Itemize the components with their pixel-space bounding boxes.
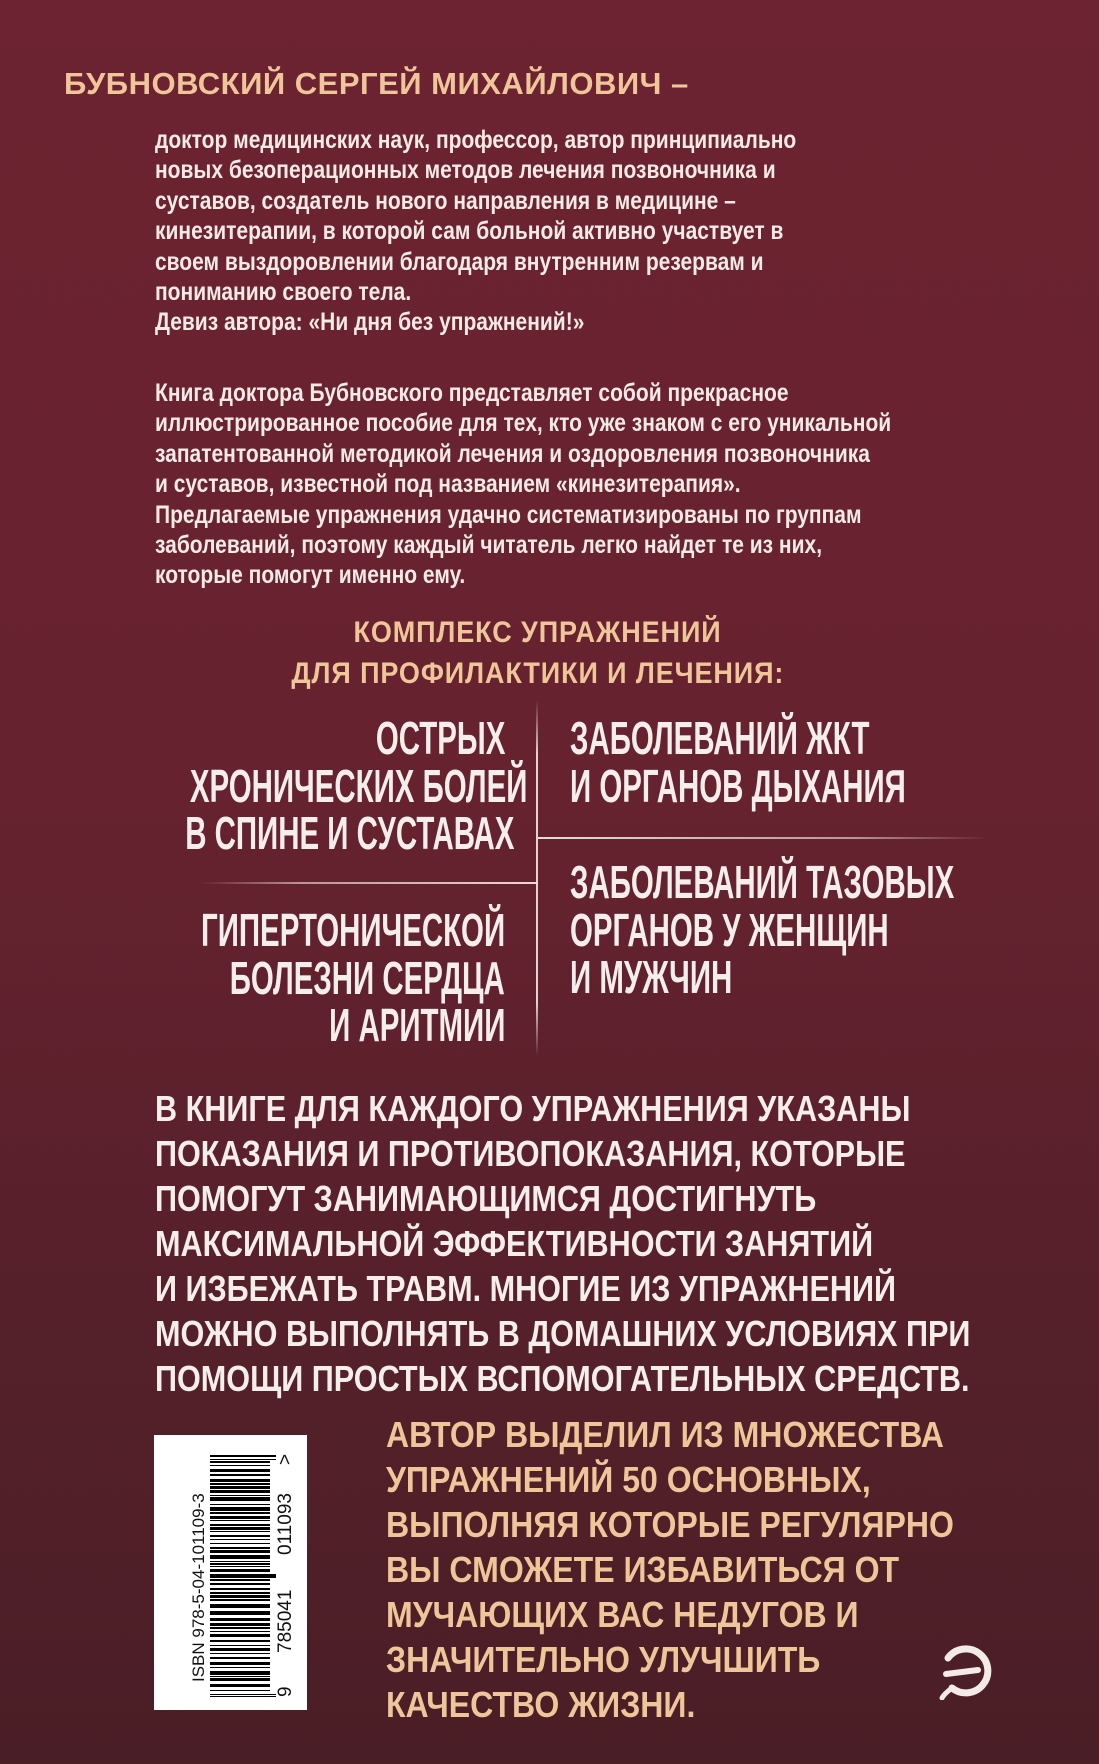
- heading-line-text: ДЛЯ ПРОФИЛАКТИКИ И ЛЕЧЕНИЯ:: [291, 657, 784, 690]
- barcode-bar: [210, 1495, 270, 1496]
- barcode-bar: [210, 1474, 270, 1476]
- barcode-bar: [210, 1550, 270, 1553]
- bio-line: [155, 125, 918, 155]
- main-text-line-text: И ИЗБЕЖАТЬ ТРАВМ. МНОГИЕ ИЗ УПРАЖНЕНИЙ: [155, 1268, 897, 1309]
- barcode-bar: [210, 1595, 270, 1598]
- barcode-bar: [210, 1465, 270, 1466]
- main-text: [155, 1086, 1099, 1401]
- highlight-line-text: АВТОР ВЫДЕЛИЛ ИЗ МНОЖЕСТВА: [386, 1414, 944, 1455]
- heading-line: [0, 612, 1075, 653]
- category-line: [570, 759, 1095, 812]
- description-line: [155, 500, 1031, 530]
- description-line: [155, 469, 1031, 499]
- barcode-bar: [210, 1535, 270, 1537]
- barcode-bar: [210, 1676, 270, 1677]
- barcode-bar: [210, 1547, 270, 1549]
- category-line-text: И АРИТМИИ: [328, 999, 505, 1051]
- description-line: [155, 530, 1031, 560]
- author-heading: БУБНОВСКИЙ СЕРГЕЙ МИХАЙЛОВИЧ –: [64, 66, 689, 101]
- book-description: [155, 378, 1031, 591]
- highlight-text: [386, 1412, 1024, 1727]
- barcode-bar: [210, 1657, 270, 1659]
- main-text-line-text: ПОМОЩИ ПРОСТЫХ ВСПОМОГАТЕЛЬНЫХ СРЕДСТВ.: [155, 1358, 970, 1399]
- horizontal-divider-left: [200, 882, 538, 884]
- eksmo-logo-icon: [938, 1640, 994, 1700]
- category-line-text: ХРОНИЧЕСКИХ БОЛЕЙ: [189, 759, 528, 812]
- barcode-bar: [210, 1653, 270, 1654]
- barcode-bar: [210, 1678, 270, 1681]
- barcode-bar: [210, 1569, 270, 1572]
- category-line-text: ЗАБОЛЕВАНИЙ ЖКТ: [570, 712, 870, 764]
- barcode-bar: [210, 1645, 270, 1646]
- barcode-bar: [210, 1497, 270, 1501]
- bio-line: [155, 155, 918, 185]
- barcode-bar: [210, 1483, 270, 1485]
- category-line-text: БОЛЕЗНИ СЕРДЦА: [229, 951, 505, 1004]
- description-line-text: заболеваний, поэтому каждый читатель легко найдет те из них,: [155, 531, 823, 560]
- highlight-line: [386, 1682, 1024, 1727]
- category-line: [570, 951, 1099, 1003]
- highlight-line: [386, 1592, 1024, 1637]
- barcode-digit-9: 9: [275, 1686, 296, 1697]
- barcode-bar: [210, 1634, 270, 1637]
- bio-line-text: доктор медицинских наук, профессор, автор принципиально: [155, 126, 797, 154]
- barcode-bar: [210, 1486, 270, 1489]
- barcode-bar: [210, 1455, 276, 1457]
- category-line: [0, 759, 528, 812]
- description-line-text: Книга доктора Бубновского представляет собой прекрасное: [155, 379, 789, 407]
- isbn-text: ISBN 978-5-04-101109-3: [189, 1493, 208, 1682]
- barcode-bar: [210, 1531, 270, 1532]
- barcode-bar: [210, 1667, 270, 1668]
- highlight-line-text: УПРАЖНЕНИЙ 50 ОСНОВНЫХ,: [386, 1459, 871, 1500]
- highlight-line-text: ВЫПОЛНЯЯ КОТОРЫЕ РЕГУЛЯРНО: [386, 1504, 954, 1545]
- barcode-bar: [210, 1588, 270, 1590]
- category-back-joint-pain: [0, 712, 528, 859]
- barcode-bar: [210, 1627, 270, 1629]
- highlight-line-text: КАЧЕСТВО ЖИЗНИ.: [386, 1684, 696, 1725]
- bio-line-text: новых безоперационных методов лечения позвоночника и: [155, 156, 776, 185]
- main-text-line: [155, 1356, 1099, 1401]
- barcode-bar: [210, 1623, 270, 1626]
- bio-line-text: пониманию своего тела.: [155, 278, 412, 307]
- highlight-line: [386, 1457, 1024, 1502]
- barcode-bar: [210, 1516, 270, 1519]
- barcode-bar: [210, 1592, 270, 1594]
- barcode-bar: [210, 1694, 276, 1695]
- barcode-bars: [210, 1455, 276, 1697]
- barcode-bar: [210, 1566, 270, 1567]
- heading-line: [0, 653, 1075, 694]
- barcode-bar: [210, 1504, 270, 1505]
- barcode-bar: [210, 1563, 270, 1565]
- isbn-barcode: [154, 1435, 307, 1710]
- main-text-line: [155, 1221, 1099, 1266]
- bio-line: [155, 186, 918, 216]
- barcode-bar: [210, 1662, 270, 1665]
- bio-line: [155, 307, 918, 337]
- barcode-bar: [210, 1490, 270, 1493]
- description-line-text: запатентованной методикой лечения и оздоровления позвоночника: [155, 439, 870, 468]
- description-line-text: Предлагаемые упражнения удачно систематизированы по группам: [155, 500, 862, 529]
- horizontal-divider-right: [538, 837, 988, 839]
- highlight-line-text: ЗНАЧИТЕЛЬНО УЛУЧШИТЬ: [386, 1639, 821, 1680]
- barcode-digits-group1: 785041: [275, 1589, 296, 1653]
- description-line-text: которые помогут именно ему.: [155, 561, 466, 590]
- main-text-line-text: МАКСИМАЛЬНОЙ ЭФФЕКТИВНОСТИ ЗАНЯТИЙ: [155, 1223, 874, 1264]
- main-text-line: [155, 1131, 1099, 1176]
- category-pelvic-organs: [570, 856, 1099, 1003]
- highlight-line: [386, 1637, 1024, 1682]
- bio-line-text: Девиз автора: «Ни дня без упражнений!»: [155, 308, 585, 337]
- main-text-line: [155, 1176, 1099, 1221]
- heading-line-text: КОМПЛЕКС УПРАЖНЕНИЙ: [353, 616, 722, 649]
- barcode-bar: [210, 1579, 270, 1581]
- barcode-digits-group2: 011093: [275, 1493, 296, 1555]
- description-line: [155, 408, 1031, 438]
- barcode-bar: [210, 1524, 270, 1526]
- barcode-bar: [210, 1690, 270, 1691]
- barcode-bar: [210, 1611, 270, 1615]
- category-line-text: В СПИНЕ И СУСТАВАХ: [185, 807, 515, 859]
- barcode-bar: [210, 1555, 270, 1559]
- main-text-line-text: МОЖНО ВЫПОЛНЯТЬ В ДОМАШНИХ УСЛОВИЯХ ПРИ: [155, 1313, 971, 1354]
- category-line: [0, 807, 515, 859]
- category-line-text: ОСТРЫХ: [375, 712, 505, 764]
- barcode-bar: [210, 1459, 276, 1460]
- barcode-bar: [210, 1684, 270, 1687]
- main-text-line: [155, 1086, 1099, 1131]
- description-line: [155, 378, 1031, 408]
- bio-line-text: суставов, создатель нового направления в медицине –: [155, 186, 736, 215]
- category-line: [0, 951, 505, 1004]
- main-text-line-text: ПОКАЗАНИЯ И ПРОТИВОПОКАЗАНИЯ, КОТОРЫЕ: [155, 1133, 906, 1174]
- barcode-bar: [210, 1604, 270, 1608]
- category-line-text: ЗАБОЛЕВАНИЙ ТАЗОВЫХ: [570, 856, 955, 908]
- description-line: [155, 560, 1031, 590]
- description-line-text: и суставов, известной под названием «кинезитерапия».: [155, 470, 741, 499]
- highlight-line-text: ВЫ СМОЖЕТЕ ИЗБАВИТЬСЯ ОТ: [386, 1549, 900, 1590]
- bio-line: [155, 247, 918, 277]
- main-text-line-text: ПОМОГУТ ЗАНИМАЮЩИМСЯ ДОСТИГНУТЬ: [155, 1178, 817, 1219]
- barcode-bar: [210, 1527, 270, 1530]
- category-digestive-respiratory: [570, 712, 1095, 812]
- barcode-bar: [210, 1461, 270, 1463]
- barcode-bar: [210, 1583, 270, 1585]
- main-text-line: [155, 1266, 1099, 1311]
- category-line: [570, 856, 1099, 908]
- bio-line-text: кинезитерапии, в которой сам больной активно участвует в: [155, 217, 784, 246]
- barcode-bar: [210, 1640, 270, 1642]
- category-hypertension: [0, 904, 505, 1051]
- bio-line: [155, 216, 918, 246]
- category-line: [570, 903, 1099, 956]
- barcode-bar: [210, 1648, 270, 1651]
- category-line-text: ОРГАНОВ У ЖЕНЩИН: [570, 903, 889, 956]
- barcode-bar: [210, 1561, 270, 1562]
- highlight-line-text: МУЧАЮЩИХ ВАС НЕДУГОВ И: [386, 1594, 859, 1635]
- barcode-bar: [210, 1696, 276, 1697]
- barcode-bar: [210, 1671, 270, 1675]
- author-bio: [155, 125, 918, 338]
- highlight-line: [386, 1502, 1024, 1547]
- barcode-bar: [210, 1631, 270, 1632]
- highlight-line: [386, 1412, 1024, 1457]
- complex-heading: [0, 612, 1075, 694]
- barcode-bar: [210, 1479, 270, 1482]
- main-text-line-text: В КНИГЕ ДЛЯ КАЖДОГО УПРАЖНЕНИЯ УКАЗАНЫ: [155, 1088, 911, 1129]
- barcode-bar: [210, 1469, 270, 1472]
- barcode-bar: [210, 1543, 270, 1544]
- category-line-text: И ОРГАНОВ ДЫХАНИЯ: [570, 759, 906, 812]
- category-line: [0, 904, 505, 956]
- barcode-bar: [210, 1507, 270, 1511]
- category-line: [0, 712, 505, 764]
- barcode-bar: [210, 1539, 270, 1540]
- bio-line: [155, 277, 918, 307]
- bio-line-text: своем выздоровлении благодаря внутренним резервам и: [155, 247, 764, 276]
- category-line: [0, 999, 505, 1051]
- highlight-line: [386, 1547, 1024, 1592]
- main-text-line: [155, 1311, 1099, 1356]
- category-line-text: ГИПЕРТОНИЧЕСКОЙ: [200, 904, 505, 956]
- category-line-text: И МУЖЧИН: [570, 951, 733, 1003]
- barcode-bar: [210, 1520, 270, 1521]
- description-line: [155, 439, 1031, 469]
- barcode-arrow: >: [275, 1453, 296, 1465]
- barcode-bar: [210, 1599, 270, 1601]
- barcode-bar: [210, 1618, 270, 1621]
- barcode-bar: [210, 1574, 276, 1578]
- category-line: [570, 712, 1095, 764]
- barcode-bar: [210, 1512, 270, 1514]
- vertical-divider: [536, 700, 538, 1056]
- description-line-text: иллюстрированное пособие для тех, кто уже знаком с его уникальной: [155, 409, 892, 438]
